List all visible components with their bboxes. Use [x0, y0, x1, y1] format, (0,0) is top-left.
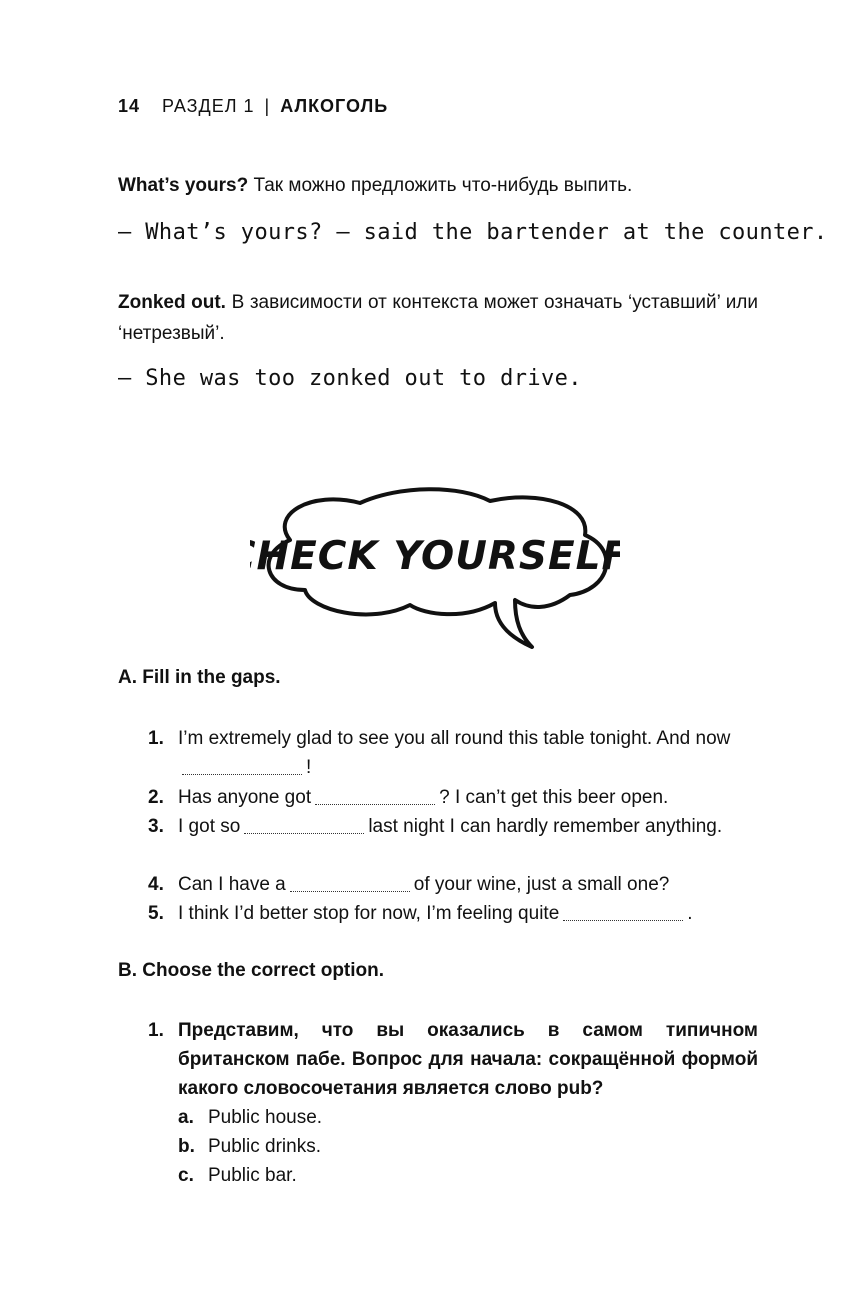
exercise-item	[148, 870, 758, 899]
header-separator: |	[264, 96, 271, 116]
question-text: Представим, что вы оказались в самом типичном британском пабе. Вопрос для начала: сокращённой формой какого словосочетания является слово pub?	[178, 1020, 758, 1099]
answer-gap[interactable]	[244, 815, 364, 834]
entry-definition	[118, 170, 758, 201]
item-text-after: !	[306, 757, 312, 778]
exercise-item	[148, 783, 758, 812]
section-label: РАЗДЕЛ 1	[162, 96, 255, 116]
item-number: 4.	[148, 874, 164, 895]
check-yourself-banner	[250, 485, 620, 660]
option-letter: c.	[178, 1165, 194, 1186]
entry-definition-text: Так можно предложить что-нибудь выпить.	[253, 175, 633, 196]
option-text: Public house.	[208, 1107, 323, 1128]
section-b-title: B. Choose the correct option.	[118, 960, 385, 981]
answer-gap[interactable]	[182, 756, 302, 775]
item-text-after: of your wine, just a small one?	[413, 874, 670, 895]
running-header	[118, 96, 388, 117]
item-text-before: Can I have a	[178, 874, 286, 895]
page-number: 14	[118, 96, 141, 116]
option-letter: b.	[178, 1136, 195, 1157]
exercise-item	[148, 812, 758, 841]
option-letter: a.	[178, 1107, 194, 1128]
item-text-before: Has anyone got	[178, 787, 312, 808]
item-text-after: .	[687, 903, 693, 924]
answer-option[interactable]	[178, 1132, 321, 1161]
banner-text: CHECK YOURSELF	[250, 534, 620, 579]
item-number: 1.	[148, 728, 164, 749]
item-number: 3.	[148, 816, 164, 837]
entry-definition-text: В зависимости от контекста может означать ‘уставший’ или ‘нетрезвый’.	[118, 292, 759, 344]
exercise-item	[148, 724, 758, 782]
answer-option[interactable]	[178, 1161, 297, 1190]
question-number: 1.	[148, 1020, 164, 1041]
answer-gap[interactable]	[315, 786, 435, 805]
entry-term: Zonked out.	[118, 292, 226, 313]
item-text-before: I’m extremely glad to see you all round this table tonight. And now	[178, 728, 731, 749]
entry-example: — What’s yours? — said the bartender at the counter.	[118, 220, 828, 245]
speech-bubble-icon	[250, 485, 620, 655]
item-text-after: ? I can’t get this beer open.	[439, 787, 669, 808]
option-text: Public bar.	[208, 1165, 297, 1186]
item-text-after: last night I can hardly remember anything.	[368, 816, 723, 837]
quiz-question	[148, 1016, 758, 1103]
section-a-title: A. Fill in the gaps.	[118, 667, 281, 688]
item-number: 5.	[148, 903, 164, 924]
answer-option[interactable]	[178, 1103, 322, 1132]
entry-example: — She was too zonked out to drive.	[118, 366, 582, 391]
answer-gap[interactable]	[563, 902, 683, 921]
item-text-before: I think I’d better stop for now, I’m feeling quite	[178, 903, 560, 924]
entry-definition	[118, 287, 758, 349]
exercise-item	[148, 899, 758, 928]
entry-term: What’s yours?	[118, 175, 249, 196]
item-number: 2.	[148, 787, 164, 808]
option-text: Public drinks.	[208, 1136, 321, 1157]
item-text-before: I got so	[178, 816, 241, 837]
answer-gap[interactable]	[290, 873, 410, 892]
chapter-title: АЛКОГОЛЬ	[280, 96, 389, 116]
